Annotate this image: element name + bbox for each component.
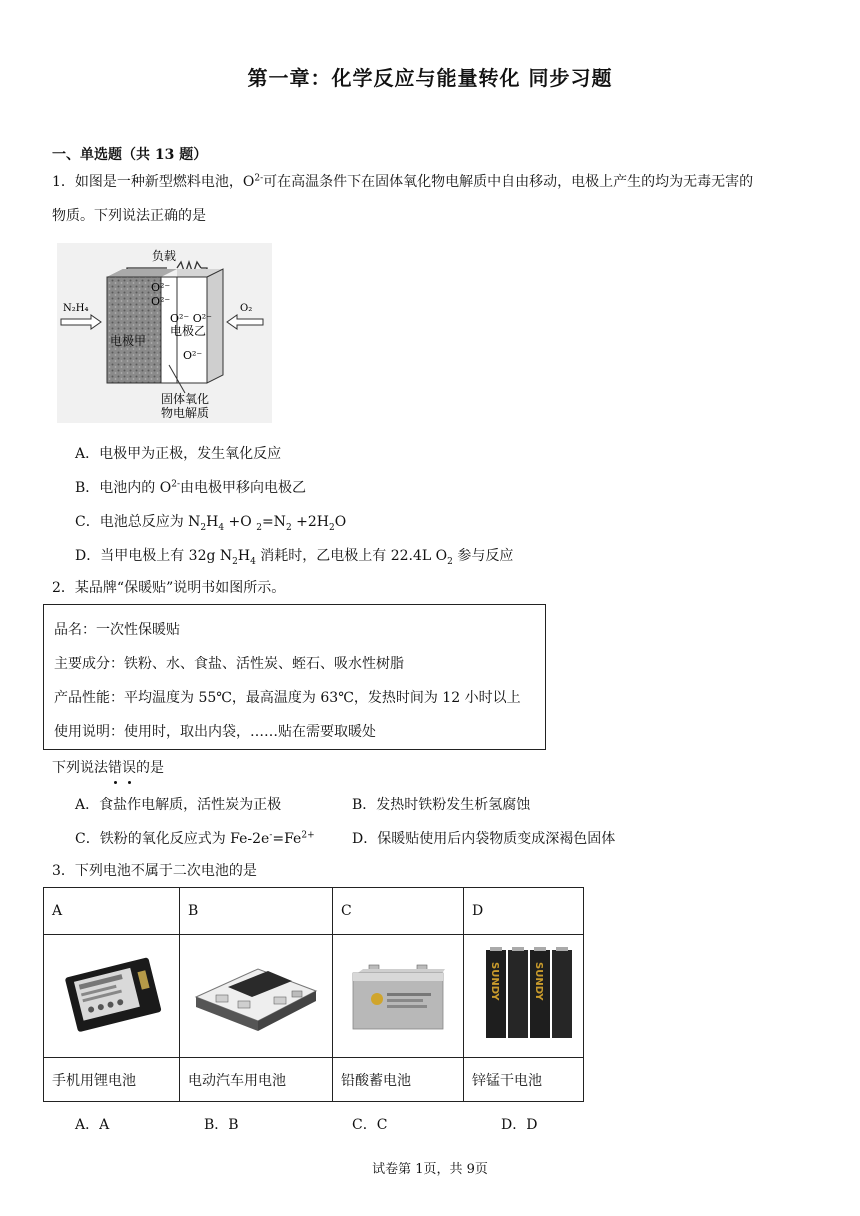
battery-label: SUNDY — [488, 962, 500, 1001]
page-title: 第一章：化学反应与能量转化 同步习题 — [247, 66, 613, 90]
q3-option-c[interactable]: C．C — [352, 1117, 388, 1133]
subscript: 2 — [256, 522, 262, 533]
box-line-ingredients: 主要成分：铁粉、水、食盐、活性炭、蛭石、吸水性树脂 — [54, 656, 404, 672]
table-header-cell: B — [180, 888, 333, 935]
subscript: 2 — [200, 522, 207, 533]
q3-option-a[interactable]: A．A — [75, 1117, 110, 1133]
instruction-box — [43, 604, 546, 750]
label-electrolyte-2: 物电解质 — [161, 406, 210, 420]
battery-label: SUNDY — [532, 962, 544, 1001]
label-load: 负载 — [152, 249, 177, 263]
box-line-name: 品名：一次性保暖贴 — [54, 622, 180, 638]
ask-text: 下列说法 — [52, 760, 108, 776]
emphasis-char: 错 — [108, 760, 122, 776]
table-header-row — [44, 888, 584, 935]
superscript: 2- — [171, 479, 180, 490]
subscript: 2 — [285, 522, 292, 533]
ion-o2: O²⁻ — [151, 281, 171, 294]
subscript: 2 — [447, 556, 453, 567]
option-text: +2H — [291, 514, 329, 530]
table-caption-row — [44, 1058, 584, 1102]
label-o2: O₂ — [240, 303, 253, 314]
image-cell-a — [44, 935, 180, 1058]
section-heading: 一、单选题（共 13 题） — [52, 147, 208, 163]
table-caption-cell: 手机用锂电池 — [44, 1058, 180, 1102]
superscript: 2- — [254, 173, 264, 184]
q2-stem: 2．某品牌“保暖贴”说明书如图所示。 — [52, 580, 286, 596]
q1-stem-line1 — [52, 172, 753, 192]
superscript: - — [269, 830, 273, 841]
option-text: 由电极甲移向电极乙 — [180, 480, 306, 496]
option-text: =Fe — [272, 831, 302, 847]
option-text: +O — [224, 514, 257, 530]
option-text: O — [334, 514, 347, 530]
option-text: 参与反应 — [452, 548, 514, 564]
subscript: 4 — [218, 522, 225, 533]
q1-option-a[interactable]: A．电极甲为正极，发生氧化反应 — [75, 446, 282, 462]
q1-stem-line2: 物质。下列说法正确的是 — [52, 208, 206, 224]
option-text: H — [237, 548, 251, 564]
q1-stem-text: 1．如图是一种新型燃料电池，O — [52, 174, 255, 190]
q1-option-c[interactable] — [75, 511, 346, 531]
dry-cell-batteries-icon — [472, 944, 576, 1044]
option-text: 消耗时，乙电极上有 22.4L O — [255, 548, 448, 564]
box-line-performance: 产品性能：平均温度为 55℃，最高温度为 63℃，发热时间为 12 小时以上 — [54, 690, 521, 706]
q2-option-b[interactable]: B．发热时铁粉发生析氢腐蚀 — [352, 797, 531, 813]
ask-text: 的是 — [136, 760, 164, 776]
table-header-cell: D — [464, 888, 584, 935]
electrode-b-side — [207, 269, 223, 383]
q1-stem-text: 可在高温条件下在固体氧化物电解质中自由移动，电极上产生的均为无毒无害的 — [263, 174, 754, 190]
table-caption-cell: 电动汽车用电池 — [180, 1058, 333, 1102]
label-n2h4: N₂H₄ — [63, 303, 89, 314]
ion-o2-pair: O²⁻ O²⁻ — [170, 312, 212, 325]
table-header-cell: C — [333, 888, 464, 935]
page-footer: 试卷第 1页，共 9页 — [372, 1162, 488, 1177]
ion-o2: O²⁻ — [183, 349, 203, 362]
option-text: D．当甲电极上有 32g N — [75, 548, 233, 564]
battery-table — [43, 887, 584, 1102]
label-electrode-b: 电极乙 — [170, 324, 207, 338]
ion-o2: O²⁻ — [151, 295, 171, 308]
subscript: 2 — [328, 522, 335, 533]
q3-option-b[interactable]: B．B — [204, 1117, 239, 1133]
q3-stem: 3．下列电池不属于二次电池的是 — [52, 863, 257, 879]
option-text: H — [206, 514, 219, 530]
table-image-row — [44, 935, 584, 1058]
table-caption-cell: 锌锰干电池 — [464, 1058, 584, 1102]
subscript: 2 — [232, 556, 238, 567]
superscript: 2+ — [301, 830, 315, 841]
ev-battery-pack-icon — [188, 949, 324, 1039]
label-electrode-a: 电极甲 — [110, 334, 147, 348]
q1-option-d[interactable] — [75, 545, 513, 565]
emphasis-char: 误 — [122, 760, 136, 776]
q2-option-d[interactable]: D．保暖贴使用后内袋物质变成深褐色固体 — [352, 831, 616, 847]
box-line-usage: 使用说明：使用时，取出内袋，……贴在需要取暖处 — [54, 724, 376, 740]
option-text: C．铁粉的氧化反应式为 Fe-2e — [75, 831, 270, 847]
option-text: =N — [261, 514, 286, 530]
q1-option-b[interactable] — [75, 477, 306, 497]
fuel-cell-diagram — [57, 243, 272, 423]
option-text: B．电池内的 O — [75, 480, 172, 496]
table-caption-cell: 铅酸蓄电池 — [333, 1058, 464, 1102]
option-text: C．电池总反应为 N — [75, 514, 201, 530]
image-cell-c — [333, 935, 464, 1058]
q2-ask — [52, 758, 164, 778]
subscript: 4 — [250, 556, 256, 567]
q2-option-a[interactable]: A．食盐作电解质，活性炭为正极 — [75, 797, 282, 813]
phone-battery-icon — [52, 949, 172, 1039]
image-cell-d — [464, 935, 584, 1058]
image-cell-b — [180, 935, 333, 1058]
q3-option-d[interactable]: D．D — [501, 1117, 538, 1133]
lead-acid-battery-icon — [341, 949, 455, 1039]
table-header-cell: A — [44, 888, 180, 935]
q2-option-c[interactable] — [75, 828, 315, 848]
label-electrolyte-1: 固体氧化 — [161, 392, 210, 406]
